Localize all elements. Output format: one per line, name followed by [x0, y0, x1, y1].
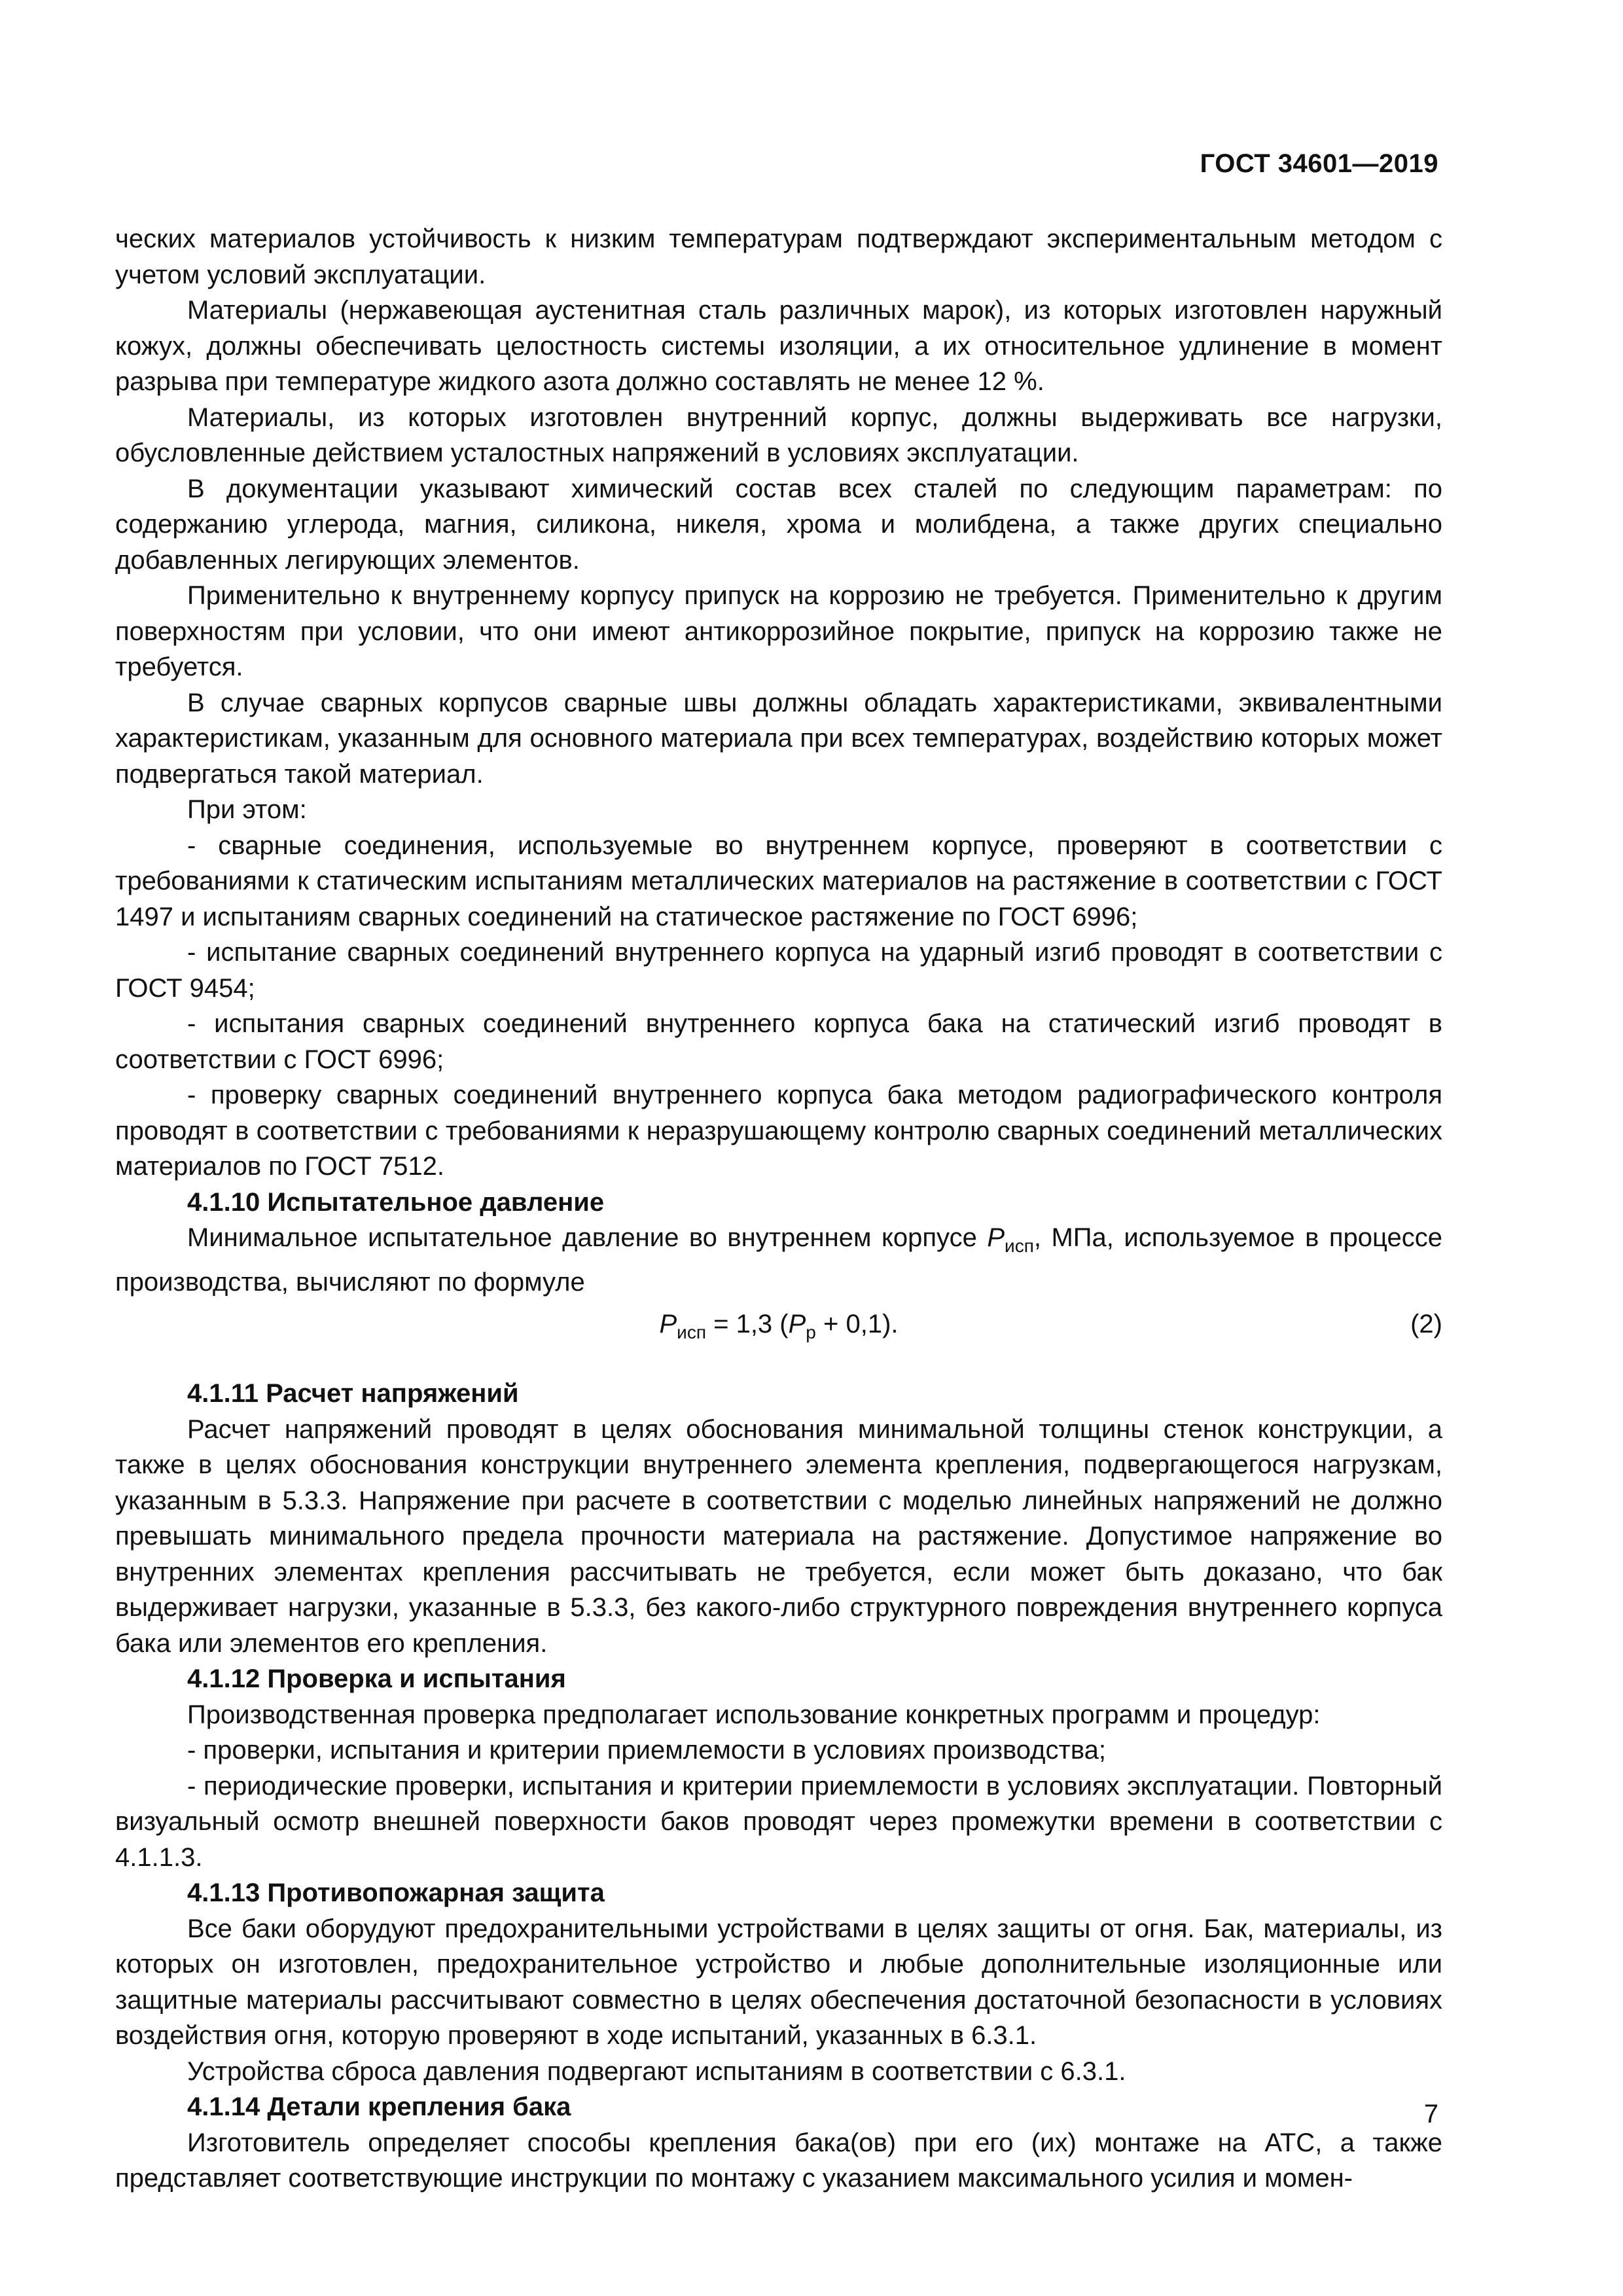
formula-row [115, 1306, 1442, 1350]
paragraph: Устройства сброса давления подвергают испытаниям в соответствии с 6.3.1. [187, 2056, 1126, 2086]
formula-lhs-subscript: исп [677, 1322, 706, 1342]
paragraph [115, 1220, 1442, 1300]
list-item: - периодические проверки, испытания и критерии приемлемости в условиях эксплуатации. Повторный визуальный осмотр внешней поверхности баков проводят через промежутки времени в соответствии с 4.1.1.3. [115, 1771, 1442, 1872]
paragraph: Расчет напряжений проводят в целях обоснования минимальной толщины стенок конструкции, а также в целях обоснования конструкции внутреннего элемента крепления, подвергающегося нагрузкам, указанным в 5.3.3. Напряжение при расчете в соответствии с моделью линейных напряжений не должно превышать минимального предела прочности материала на растяжение. Допустимое напряжение во внутренних элементах крепления рассчитывать не требуется, если может быть доказано, что бак выдерживает нагрузки, указанные в 5.3.3, без какого-либо структурного повреждения внутреннего корпуса бака или элементов его крепления. [115, 1414, 1442, 1658]
formula [115, 1306, 1442, 1351]
section-heading-4-1-11: 4.1.11 Расчет напряжений [187, 1379, 519, 1408]
paragraph: ческих материалов устойчивость к низким температурам подтверждают экспериментальным методом с учетом условий эксплуатации. [115, 224, 1442, 289]
formula-lhs: P [659, 1310, 677, 1338]
document-header: ГОСТ 34601—2019 [1200, 149, 1438, 178]
paragraph: В документации указывают химический состав всех сталей по следующим параметрам: по содержанию углерода, магния, силикона, никеля, хрома и молибдена, а также других специально добавленных легирующих элементов. [115, 474, 1442, 575]
formula-mid: = 1,3 ( [705, 1310, 789, 1338]
paragraph: Все баки оборудуют предохранительными устройствами в целях защиты от огня. Бак, материалы, из которых он изготовлен, предохранительное устройство и любые дополнительные изоляционные или защитные материалы рассчитывают совместно в целях обеспечения достаточной безопасности в условиях воздействия огня, которую проверяют в ходе испытаний, указанных в 6.3.1. [115, 1914, 1442, 2050]
formula-number: (2) [1410, 1310, 1442, 1338]
section-heading-4-1-12: 4.1.12 Проверка и испытания [187, 1664, 566, 1693]
list-item: - испытания сварных соединений внутреннего корпуса бака на статический изгиб проводят в соответствии с ГОСТ 6996; [115, 1009, 1442, 1074]
formula-tail: + 0,1). [815, 1310, 899, 1338]
paragraph: В случае сварных корпусов сварные швы должны обладать характеристиками, эквивалентными характеристикам, указанным для основного материала при всех температурах, воздействию которых может подвергаться такой материал. [115, 688, 1442, 789]
paragraph: Материалы, из которых изготовлен внутренний корпус, должны выдерживать все нагрузки, обусловленные действием усталостных напряжений в условиях эксплуатации. [115, 403, 1442, 467]
paragraph: Применительно к внутреннему корпусу припуск на коррозию не требуется. Применительно к другим поверхностям при условии, что они имеют антикоррозийное покрытие, припуск на коррозию также не требуется. [115, 581, 1442, 681]
formula-p-subscript: р [806, 1322, 816, 1342]
section-heading-4-1-14: 4.1.14 Детали крепления бака [187, 2092, 571, 2121]
page-number: 7 [1423, 2100, 1438, 2128]
list-item: - проверки, испытания и критерии приемлемости в условиях производства; [187, 1736, 1106, 1765]
document-body [115, 221, 1442, 2197]
list-item: - сварные соединения, используемые во внутреннем корпусе, проверяют в соответствии с требованиями к статическим испытаниям металлических материалов на растяжение в соответствии с ГОСТ 1497 и испытаниям сварных соединений на статическое растяжение по ГОСТ 6996; [115, 831, 1442, 931]
symbol-subscript: исп [1005, 1236, 1034, 1256]
paragraph: Материалы (нержавеющая аустенитная сталь различных марок), из которых изготовлен наружный кожух, должны обеспечивать целостность системы изоляции, а их относительное удлинение в момент разрыва при температуре жидкого азота должно составлять не менее 12 %. [115, 296, 1442, 396]
paragraph: Производственная проверка предполагает использование конкретных программ и процедур: [187, 1700, 1321, 1729]
symbol-p: P [987, 1223, 1005, 1252]
text-span: , МПа, используемое в процессе производства, вычисляют по формуле [115, 1223, 1442, 1297]
paragraph: Изготовитель определяет способы крепления бака(ов) при его (их) монтаже на АТС, а также представляет соответствующие инструкции по монтажу с указанием максимального усилия и момен- [115, 2128, 1442, 2193]
section-heading-4-1-10: 4.1.10 Испытательное давление [187, 1187, 605, 1217]
formula-p: P [788, 1310, 806, 1338]
paragraph: При этом: [187, 795, 307, 824]
text-span: Минимальное испытательное давление во внутреннем корпусе [187, 1223, 988, 1252]
list-item: - проверку сварных соединений внутреннего корпуса бака методом радиографического контроля проводят в соответствии с требованиями к неразрушающему контролю сварных соединений металлических материалов по ГОСТ 7512. [115, 1081, 1442, 1181]
list-item: - испытание сварных соединений внутреннего корпуса на ударный изгиб проводят в соответствии с ГОСТ 9454; [115, 938, 1442, 1003]
section-heading-4-1-13: 4.1.13 Противопожарная защита [187, 1878, 605, 1907]
